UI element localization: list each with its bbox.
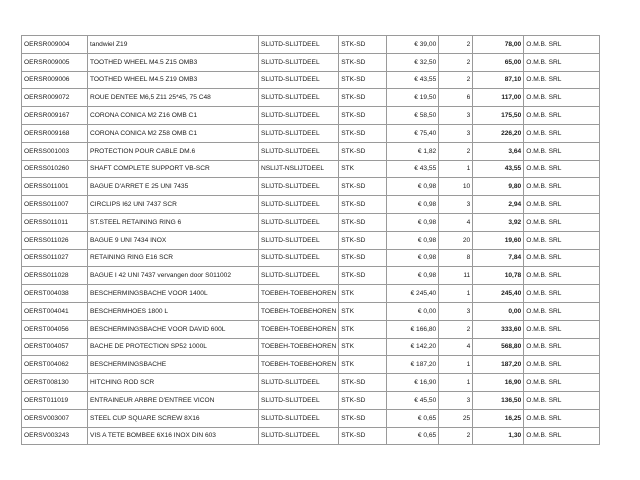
unit-cell: STK bbox=[339, 338, 387, 356]
unit-cell: STK-SD bbox=[339, 231, 387, 249]
part-code-cell: OERSS011001 bbox=[22, 178, 88, 196]
table-row bbox=[22, 356, 600, 374]
unit-cell: STK-SD bbox=[339, 409, 387, 427]
unit-price-cell: € 32,50 bbox=[387, 53, 439, 71]
table-row bbox=[22, 409, 600, 427]
description-cell: TOOTHED WHEEL M4.5 Z19 OMB3 bbox=[88, 71, 259, 89]
line-total-cell: 3,92 bbox=[473, 213, 524, 231]
unit-price-cell: € 16,90 bbox=[387, 374, 439, 392]
category-cell: TOEBEH-TOEBEHOREN bbox=[259, 320, 339, 338]
unit-cell: STK-SD bbox=[339, 89, 387, 107]
line-total-cell: 245,40 bbox=[473, 285, 524, 303]
description-cell: BESCHERMINGSBACHE VOOR DAVID 600L bbox=[88, 320, 259, 338]
category-cell: SLIJTD-SLIJTDEEL bbox=[259, 36, 339, 54]
quantity-cell: 25 bbox=[439, 409, 473, 427]
unit-cell: STK bbox=[339, 285, 387, 303]
table-row bbox=[22, 71, 600, 89]
unit-price-cell: € 0,98 bbox=[387, 213, 439, 231]
category-cell: SLIJTD-SLIJTDEEL bbox=[259, 427, 339, 445]
line-total-cell: 333,60 bbox=[473, 320, 524, 338]
supplier-cell: O.M.B. SRL bbox=[524, 409, 600, 427]
quantity-cell: 4 bbox=[439, 338, 473, 356]
supplier-cell: O.M.B. SRL bbox=[524, 302, 600, 320]
part-code-cell: OERSS011026 bbox=[22, 231, 88, 249]
supplier-cell: O.M.B. SRL bbox=[524, 107, 600, 125]
part-code-cell: OERST004057 bbox=[22, 338, 88, 356]
quantity-cell: 3 bbox=[439, 391, 473, 409]
unit-cell: STK-SD bbox=[339, 36, 387, 54]
line-total-cell: 9,80 bbox=[473, 178, 524, 196]
line-total-cell: 0,00 bbox=[473, 302, 524, 320]
unit-price-cell: € 142,20 bbox=[387, 338, 439, 356]
unit-price-cell: € 58,50 bbox=[387, 107, 439, 125]
supplier-cell: O.M.B. SRL bbox=[524, 213, 600, 231]
part-code-cell: OERST004038 bbox=[22, 285, 88, 303]
unit-price-cell: € 43,55 bbox=[387, 160, 439, 178]
description-cell: PROTECTION POUR CABLE DM.6 bbox=[88, 142, 259, 160]
unit-cell: STK-SD bbox=[339, 71, 387, 89]
line-total-cell: 43,55 bbox=[473, 160, 524, 178]
supplier-cell: O.M.B. SRL bbox=[524, 267, 600, 285]
category-cell: SLIJTD-SLIJTDEEL bbox=[259, 142, 339, 160]
category-cell: SLIJTD-SLIJTDEEL bbox=[259, 391, 339, 409]
quantity-cell: 10 bbox=[439, 178, 473, 196]
description-cell: BAGUE 9 UNI 7434 INOX bbox=[88, 231, 259, 249]
supplier-cell: O.M.B. SRL bbox=[524, 374, 600, 392]
line-total-cell: 7,84 bbox=[473, 249, 524, 267]
unit-cell: STK-SD bbox=[339, 427, 387, 445]
unit-price-cell: € 0,98 bbox=[387, 267, 439, 285]
unit-price-cell: € 39,00 bbox=[387, 36, 439, 54]
supplier-cell: O.M.B. SRL bbox=[524, 142, 600, 160]
line-total-cell: 10,78 bbox=[473, 267, 524, 285]
line-total-cell: 16,25 bbox=[473, 409, 524, 427]
table-row bbox=[22, 231, 600, 249]
quantity-cell: 2 bbox=[439, 427, 473, 445]
supplier-cell: O.M.B. SRL bbox=[524, 196, 600, 214]
category-cell: SLIJTD-SLIJTDEEL bbox=[259, 71, 339, 89]
category-cell: SLIJTD-SLIJTDEEL bbox=[259, 231, 339, 249]
description-cell: RETAINING RING E16 SCR bbox=[88, 249, 259, 267]
table-row bbox=[22, 36, 600, 54]
line-total-cell: 117,00 bbox=[473, 89, 524, 107]
category-cell: SLIJTD-SLIJTDEEL bbox=[259, 53, 339, 71]
description-cell: BAGUE I 42 UNI 7437 vervangen door S011002 bbox=[88, 267, 259, 285]
description-cell: BAGUE D'ARRET E 25 UNI 7435 bbox=[88, 178, 259, 196]
unit-cell: STK-SD bbox=[339, 196, 387, 214]
line-total-cell: 136,50 bbox=[473, 391, 524, 409]
table-body bbox=[22, 36, 600, 445]
quantity-cell: 6 bbox=[439, 89, 473, 107]
unit-price-cell: € 0,00 bbox=[387, 302, 439, 320]
part-code-cell: OERSR009005 bbox=[22, 53, 88, 71]
unit-cell: STK-SD bbox=[339, 213, 387, 231]
part-code-cell: OERSS011007 bbox=[22, 196, 88, 214]
part-code-cell: OERSV003243 bbox=[22, 427, 88, 445]
description-cell: VIS A TETE BOMBEE 6X16 INOX DIN 603 bbox=[88, 427, 259, 445]
description-cell: BESCHERMINGSBACHE bbox=[88, 356, 259, 374]
unit-price-cell: € 166,80 bbox=[387, 320, 439, 338]
description-cell: STEEL CUP SQUARE SCREW 8X16 bbox=[88, 409, 259, 427]
part-code-cell: OERST004056 bbox=[22, 320, 88, 338]
quantity-cell: 2 bbox=[439, 320, 473, 338]
description-cell: tandwiel Z19 bbox=[88, 36, 259, 54]
category-cell: NSLIJT-NSLIJTDEEL bbox=[259, 160, 339, 178]
unit-price-cell: € 0,98 bbox=[387, 231, 439, 249]
part-code-cell: OERSS001003 bbox=[22, 142, 88, 160]
category-cell: SLIJTD-SLIJTDEEL bbox=[259, 374, 339, 392]
line-total-cell: 2,94 bbox=[473, 196, 524, 214]
description-cell: HITCHING ROD SCR bbox=[88, 374, 259, 392]
part-code-cell: OERST008130 bbox=[22, 374, 88, 392]
unit-price-cell: € 0,98 bbox=[387, 249, 439, 267]
category-cell: SLIJTD-SLIJTDEEL bbox=[259, 107, 339, 125]
unit-price-cell: € 0,65 bbox=[387, 409, 439, 427]
line-total-cell: 1,30 bbox=[473, 427, 524, 445]
supplier-cell: O.M.B. SRL bbox=[524, 36, 600, 54]
quantity-cell: 1 bbox=[439, 374, 473, 392]
supplier-cell: O.M.B. SRL bbox=[524, 249, 600, 267]
category-cell: SLIJTD-SLIJTDEEL bbox=[259, 267, 339, 285]
supplier-cell: O.M.B. SRL bbox=[524, 53, 600, 71]
table-row bbox=[22, 267, 600, 285]
line-total-cell: 19,60 bbox=[473, 231, 524, 249]
unit-price-cell: € 19,50 bbox=[387, 89, 439, 107]
part-code-cell: OERSS011011 bbox=[22, 213, 88, 231]
description-cell: SHAFT COMPLETE SUPPORT VB-SCR bbox=[88, 160, 259, 178]
table-row bbox=[22, 391, 600, 409]
line-total-cell: 187,20 bbox=[473, 356, 524, 374]
supplier-cell: O.M.B. SRL bbox=[524, 427, 600, 445]
category-cell: TOEBEH-TOEBEHOREN bbox=[259, 356, 339, 374]
description-cell: ENTRAINEUR ARBRE D'ENTREE VICON bbox=[88, 391, 259, 409]
unit-price-cell: € 43,55 bbox=[387, 71, 439, 89]
supplier-cell: O.M.B. SRL bbox=[524, 160, 600, 178]
description-cell: ROUE DENTEE M6,5 Z11 25*45, 75 C48 bbox=[88, 89, 259, 107]
quantity-cell: 1 bbox=[439, 160, 473, 178]
category-cell: TOEBEH-TOEBEHOREN bbox=[259, 338, 339, 356]
supplier-cell: O.M.B. SRL bbox=[524, 124, 600, 142]
quantity-cell: 3 bbox=[439, 302, 473, 320]
description-cell: CIRCLIPS I62 UNI 7437 SCR bbox=[88, 196, 259, 214]
quantity-cell: 4 bbox=[439, 213, 473, 231]
table-row bbox=[22, 302, 600, 320]
unit-price-cell: € 187,20 bbox=[387, 356, 439, 374]
part-code-cell: OERSR009006 bbox=[22, 71, 88, 89]
quantity-cell: 3 bbox=[439, 107, 473, 125]
unit-cell: STK-SD bbox=[339, 267, 387, 285]
description-cell: BESCHERMHOES 1800 L bbox=[88, 302, 259, 320]
category-cell: SLIJTD-SLIJTDEEL bbox=[259, 89, 339, 107]
unit-price-cell: € 75,40 bbox=[387, 124, 439, 142]
category-cell: TOEBEH-TOEBEHOREN bbox=[259, 285, 339, 303]
unit-cell: STK bbox=[339, 302, 387, 320]
table-row bbox=[22, 427, 600, 445]
unit-cell: STK-SD bbox=[339, 107, 387, 125]
supplier-cell: O.M.B. SRL bbox=[524, 231, 600, 249]
unit-price-cell: € 45,50 bbox=[387, 391, 439, 409]
unit-cell: STK-SD bbox=[339, 124, 387, 142]
table-row bbox=[22, 320, 600, 338]
table-row bbox=[22, 196, 600, 214]
unit-price-cell: € 0,65 bbox=[387, 427, 439, 445]
table-row bbox=[22, 107, 600, 125]
line-total-cell: 87,10 bbox=[473, 71, 524, 89]
line-total-cell: 568,80 bbox=[473, 338, 524, 356]
unit-price-cell: € 245,40 bbox=[387, 285, 439, 303]
unit-cell: STK-SD bbox=[339, 178, 387, 196]
quantity-cell: 1 bbox=[439, 356, 473, 374]
unit-price-cell: € 0,98 bbox=[387, 178, 439, 196]
part-code-cell: OERSS011028 bbox=[22, 267, 88, 285]
category-cell: TOEBEH-TOEBEHOREN bbox=[259, 302, 339, 320]
supplier-cell: O.M.B. SRL bbox=[524, 338, 600, 356]
line-total-cell: 175,50 bbox=[473, 107, 524, 125]
table-row bbox=[22, 285, 600, 303]
unit-cell: STK bbox=[339, 356, 387, 374]
part-code-cell: OERSR009004 bbox=[22, 36, 88, 54]
unit-cell: STK-SD bbox=[339, 142, 387, 160]
table-row bbox=[22, 178, 600, 196]
quantity-cell: 3 bbox=[439, 196, 473, 214]
line-total-cell: 65,00 bbox=[473, 53, 524, 71]
category-cell: SLIJTD-SLIJTDEEL bbox=[259, 213, 339, 231]
parts-table bbox=[21, 35, 600, 445]
description-cell: CORONA CONICA M2 Z16 OMB C1 bbox=[88, 107, 259, 125]
line-total-cell: 226,20 bbox=[473, 124, 524, 142]
table-row bbox=[22, 53, 600, 71]
quantity-cell: 2 bbox=[439, 142, 473, 160]
description-cell: TOOTHED WHEEL M4.5 Z15 OMB3 bbox=[88, 53, 259, 71]
description-cell: ST.STEEL RETAINING RING 6 bbox=[88, 213, 259, 231]
table-row bbox=[22, 213, 600, 231]
table-row bbox=[22, 142, 600, 160]
supplier-cell: O.M.B. SRL bbox=[524, 391, 600, 409]
quantity-cell: 11 bbox=[439, 267, 473, 285]
part-code-cell: OERSS011027 bbox=[22, 249, 88, 267]
category-cell: SLIJTD-SLIJTDEEL bbox=[259, 249, 339, 267]
unit-cell: STK-SD bbox=[339, 249, 387, 267]
table-row bbox=[22, 89, 600, 107]
line-total-cell: 16,90 bbox=[473, 374, 524, 392]
unit-price-cell: € 0,98 bbox=[387, 196, 439, 214]
table-row bbox=[22, 374, 600, 392]
supplier-cell: O.M.B. SRL bbox=[524, 178, 600, 196]
unit-cell: STK-SD bbox=[339, 374, 387, 392]
description-cell: BESCHERMINGSBACHE VOOR 1400L bbox=[88, 285, 259, 303]
category-cell: SLIJTD-SLIJTDEEL bbox=[259, 178, 339, 196]
part-code-cell: OERST004062 bbox=[22, 356, 88, 374]
unit-price-cell: € 1,82 bbox=[387, 142, 439, 160]
table-row bbox=[22, 249, 600, 267]
table-row bbox=[22, 160, 600, 178]
part-code-cell: OERSV003007 bbox=[22, 409, 88, 427]
quantity-cell: 20 bbox=[439, 231, 473, 249]
description-cell: CORONA CONICA M2 Z58 OMB C1 bbox=[88, 124, 259, 142]
table-row bbox=[22, 124, 600, 142]
supplier-cell: O.M.B. SRL bbox=[524, 89, 600, 107]
quantity-cell: 3 bbox=[439, 124, 473, 142]
unit-cell: STK bbox=[339, 320, 387, 338]
supplier-cell: O.M.B. SRL bbox=[524, 320, 600, 338]
line-total-cell: 78,00 bbox=[473, 36, 524, 54]
category-cell: SLIJTD-SLIJTDEEL bbox=[259, 196, 339, 214]
unit-cell: STK-SD bbox=[339, 53, 387, 71]
supplier-cell: O.M.B. SRL bbox=[524, 356, 600, 374]
supplier-cell: O.M.B. SRL bbox=[524, 285, 600, 303]
part-code-cell: OERST004041 bbox=[22, 302, 88, 320]
quantity-cell: 2 bbox=[439, 36, 473, 54]
part-code-cell: OERSR009072 bbox=[22, 89, 88, 107]
part-code-cell: OERSR009168 bbox=[22, 124, 88, 142]
unit-cell: STK bbox=[339, 160, 387, 178]
line-total-cell: 3,64 bbox=[473, 142, 524, 160]
part-code-cell: OERSR009167 bbox=[22, 107, 88, 125]
description-cell: BACHE DE PROTECTION SP52 1000L bbox=[88, 338, 259, 356]
category-cell: SLIJTD-SLIJTDEEL bbox=[259, 409, 339, 427]
unit-cell: STK-SD bbox=[339, 391, 387, 409]
supplier-cell: O.M.B. SRL bbox=[524, 71, 600, 89]
part-code-cell: OERST011019 bbox=[22, 391, 88, 409]
quantity-cell: 1 bbox=[439, 285, 473, 303]
table-row bbox=[22, 338, 600, 356]
part-code-cell: OERSS010260 bbox=[22, 160, 88, 178]
quantity-cell: 8 bbox=[439, 249, 473, 267]
quantity-cell: 2 bbox=[439, 53, 473, 71]
category-cell: SLIJTD-SLIJTDEEL bbox=[259, 124, 339, 142]
quantity-cell: 2 bbox=[439, 71, 473, 89]
